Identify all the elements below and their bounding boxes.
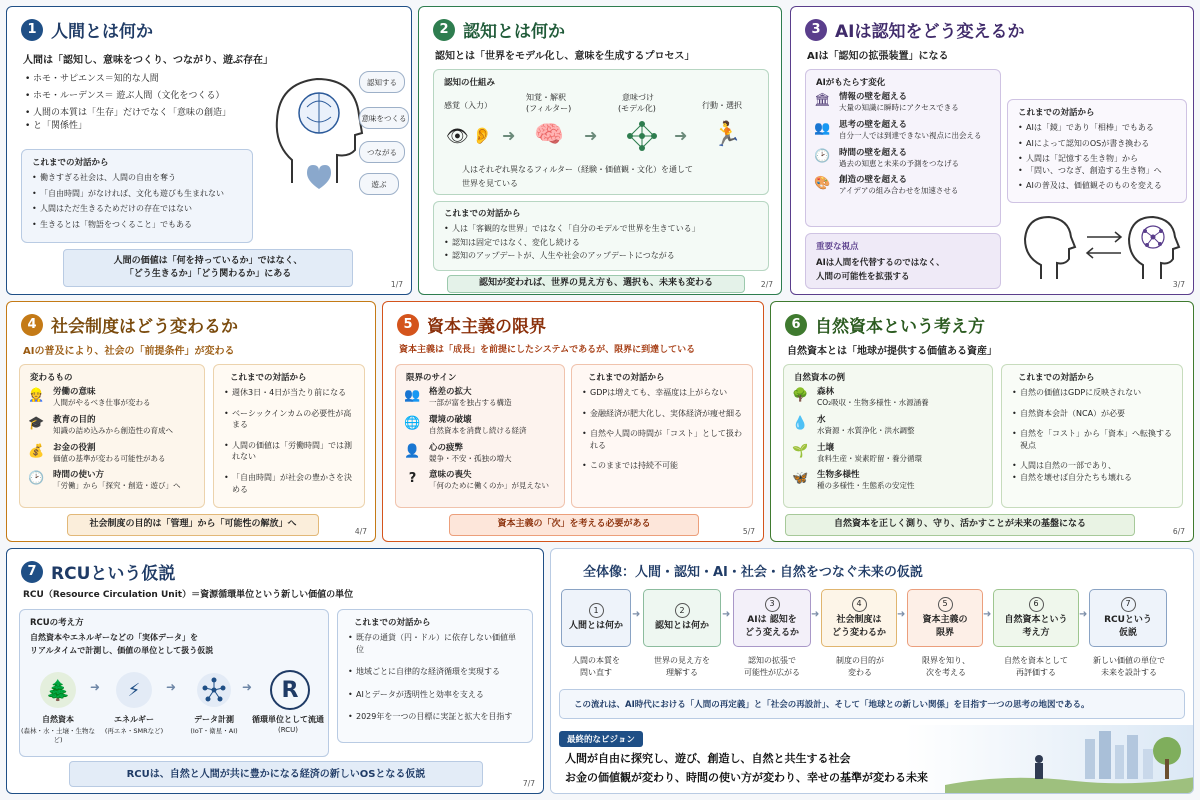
item-desc: アイデアの組み合わせを加速させる <box>839 186 959 196</box>
step-desc-line: 人間の本質を <box>572 656 620 665</box>
panel-rcu <box>6 548 544 794</box>
arrow-icon: ➜ <box>502 126 516 145</box>
item-desc: CO₂吸収・生物多様性・水源涵養 <box>817 398 929 408</box>
item-title: 環境の破壊 <box>429 414 472 425</box>
item-title: 森林 <box>817 387 835 397</box>
flow-label: エネルギー <box>114 715 154 724</box>
step-desc-line: 限界を知り、 <box>922 656 970 665</box>
panel-header <box>21 559 175 584</box>
step-label: 知覚・解釈 <box>526 93 566 102</box>
list-item <box>814 120 992 141</box>
arrow-icon: ➜ <box>166 680 177 694</box>
flow-sub: (RCU) <box>278 726 298 734</box>
money-bag-icon: 💰 <box>28 443 45 459</box>
footer-line: 「どう生きるか」「どう関わるか」にある <box>124 269 292 279</box>
vision-tag: 最終的なビジョン <box>559 731 643 747</box>
viewpoint-text: AIは人間を代替するのではなく、 <box>816 258 945 268</box>
list-item: • 認知のアップデートが、人生や社会のアップデートにつながる <box>444 250 758 262</box>
changes-box <box>805 69 1001 227</box>
step-number: 4 <box>852 597 867 612</box>
list-item: • 自然を「コスト」から「資本」へ転換する視点 <box>1012 428 1172 451</box>
step-desc-line: 新しい価値の単位で <box>1093 656 1165 665</box>
list-item: • 認知は固定ではなく、変化し続ける <box>444 237 758 249</box>
panel-subtitle: 資本主義は「成長」を前提にしたシステムであるが、限界に到達している <box>399 345 696 355</box>
viewpoint-text: 人間の可能性を拡張する <box>816 272 910 282</box>
step-title: 仮説 <box>1118 627 1137 638</box>
mechanism-note: 人はそれぞれ異なるフィルター（経験・価値観・文化）を通して <box>462 165 694 174</box>
step-title: 社会制度は <box>836 615 882 626</box>
item-desc: 過去の知恵と未来の予測をつなげる <box>839 158 959 168</box>
dialogue-box <box>21 149 253 243</box>
number-badge: 5 <box>397 314 419 336</box>
step-desc-line: 再評価する <box>1016 667 1056 677</box>
box-title: これまでの対話から <box>1018 108 1095 118</box>
list-item: • AIは「鏡」であり「相棒」でもある <box>1018 122 1176 134</box>
item-title: 時間の壁を超える <box>839 147 908 158</box>
tired-person-icon: 👤 <box>404 443 421 459</box>
item-title: 情報の壁を超える <box>839 92 908 102</box>
panel-header <box>805 17 1024 42</box>
inequality-icon: 👥 <box>404 388 421 403</box>
panel-social-systems <box>6 301 376 542</box>
footer-line: 人間の価値は「何を持っているか」ではなく、 <box>113 255 303 266</box>
step-desc-line: 理解する <box>666 667 698 677</box>
page-number: 7/7 <box>522 779 535 788</box>
viewpoint-box <box>805 233 1001 289</box>
box-title: これまでの対話から <box>588 373 665 383</box>
arrow-icon: ➜ <box>90 680 101 694</box>
step-label: 行動・選択 <box>702 101 742 110</box>
arrow-icon: ➜ <box>722 609 731 620</box>
panel-header <box>21 17 153 42</box>
item-desc: 大量の知識に瞬時にアクセスできる <box>839 103 959 113</box>
flow-label: 自然資本 <box>42 715 74 724</box>
list-item: • 「問い、つなぎ、創造する生き物」へ <box>1018 165 1176 177</box>
panel-header <box>433 17 565 42</box>
dialogue-box <box>1007 99 1187 203</box>
step-desc <box>643 655 721 678</box>
step-number: 1 <box>589 603 604 618</box>
arrow-icon: ➜ <box>983 609 992 620</box>
step-title: 認知とは何か <box>654 621 709 632</box>
box-title: これまでの対話から <box>354 618 431 628</box>
panel-footer: 社会制度の目的は「管理」から「可能性の解放」へ <box>67 514 319 536</box>
step-title: どう変えるか <box>744 627 799 638</box>
list-item: • 生きるとは「物語をつくること」でもある <box>32 219 242 231</box>
list-item: • 自然や人間の時間が「コスト」として扱われる <box>582 428 742 451</box>
step-title: 自然資本という <box>1004 615 1068 626</box>
step-label: 感覚（入力） <box>444 101 492 110</box>
page-number: 2/7 <box>760 280 773 289</box>
number-badge: 6 <box>785 314 807 336</box>
city-landscape-illustration-icon <box>945 725 1194 794</box>
list-item: • 既存の通貨（円・ドル）に依存しない価値単位 <box>348 632 522 655</box>
list-item <box>404 387 556 408</box>
bubble: つながる <box>359 141 405 163</box>
list-item: • 人は「客観的な世界」ではなく「自分のモデルで世界を生きている」 <box>444 223 758 235</box>
step-desc-line: 未来を設計する <box>1101 667 1157 677</box>
tree-icon: 🌳 <box>792 388 809 403</box>
item-title: 心の疲弊 <box>429 442 464 453</box>
panel-title: 自然資本という考え方 <box>815 317 985 337</box>
list-item <box>792 470 984 491</box>
list-item <box>792 415 984 436</box>
flow-sub: (森林・水・土壌・生物など) <box>20 727 96 744</box>
step-desc <box>733 655 811 678</box>
item-desc: 知識の詰め込みから創造性の育成へ <box>53 425 173 435</box>
network-icon <box>624 118 660 154</box>
item-desc: 「何のために働くのか」が見えない <box>429 481 549 491</box>
list-item: • 自然を壊せば自分たちも壊れる <box>1012 472 1172 484</box>
panel-header <box>785 312 985 337</box>
box-title: 重要な視点 <box>816 242 859 252</box>
registered-r-icon: R <box>270 670 310 710</box>
list-item <box>28 470 196 491</box>
human-ai-illustration-icon <box>1011 207 1187 287</box>
list-item: • 「自由時間」がなければ、文化も遊びも生まれない <box>32 188 242 200</box>
list-item: • 自然資本会計（NCA）が必要 <box>1012 408 1172 420</box>
bubble: 意味をつくる <box>359 107 409 129</box>
arrow-icon: ➜ <box>242 680 253 694</box>
box-title: これまでの対話から <box>32 158 109 168</box>
step-desc <box>1087 655 1171 678</box>
step-desc-line: 制度の目的が <box>836 656 884 665</box>
box-title: 限界のサイン <box>406 373 457 383</box>
list-item: • 人間の本質は「生存」だけでなく「意味の創造」 <box>25 107 280 120</box>
item-title: お金の役割 <box>53 442 96 453</box>
examples-box <box>783 364 993 508</box>
item-desc: 種の多様性・生態系の安定性 <box>817 481 915 491</box>
arrow-icon: ➜ <box>811 609 820 620</box>
step-number: 2 <box>675 603 690 618</box>
step-desc-line: 自然を資本として <box>1004 656 1068 665</box>
step-title: どう変わるか <box>831 627 886 638</box>
flow-step-7 <box>1089 589 1167 647</box>
arrow-icon: ➜ <box>674 126 688 145</box>
clock-icon: 🕑 <box>814 148 831 164</box>
number-badge: 1 <box>21 19 43 41</box>
summary-box: この流れは、AI時代における「人間の再定義」と「社会の再設計」、そして「地球との新しい関係」を目指す一つの思考の地図である。 <box>559 689 1185 719</box>
arrow-icon: ➜ <box>632 609 641 620</box>
vision-line: 人間が自由に探究し、遊び、創造し、自然と共生する社会 <box>565 752 851 765</box>
panel-title: RCUという仮説 <box>51 564 176 584</box>
box-title: RCUの考え方 <box>30 618 84 628</box>
flow-label: データ計測 <box>194 715 234 724</box>
changes-box <box>19 364 205 508</box>
number-badge: 7 <box>21 561 43 583</box>
step-title: 資本主義の <box>922 615 968 626</box>
item-title: 格差の拡大 <box>429 387 472 397</box>
list-item: • 2029年を一つの目標に実証と拡大を目指す <box>348 711 522 723</box>
list-item: • ホモ・ルーデンス＝ 遊ぶ人間（文化をつくる） <box>25 90 280 103</box>
number-badge: 4 <box>21 314 43 336</box>
bubble: 遊ぶ <box>359 173 399 195</box>
list-item: • AIの普及は、価値観そのものを変える <box>1018 180 1176 192</box>
flow-step-4 <box>821 589 897 647</box>
panel-title: 社会制度はどう変わるか <box>51 317 238 337</box>
panel-subtitle: RCU（Resource Circulation Unit）＝資源循環単位という新しい価値の単位 <box>23 590 354 600</box>
item-desc: 自分一人では到達できない視点に出会える <box>839 130 982 140</box>
graduation-icon: 🎓 <box>28 415 45 431</box>
box-title: AIがもたらす変化 <box>816 78 886 88</box>
signs-box <box>395 364 565 508</box>
list-item <box>28 443 196 464</box>
list-item <box>404 415 556 436</box>
panel-subtitle: AIは「認知の拡張装置」になる <box>807 51 949 62</box>
panel-humans <box>6 6 412 295</box>
list-item <box>404 443 556 464</box>
dialogue-box <box>337 609 533 743</box>
lightning-icon: ⚡ <box>116 672 152 708</box>
page-number: 1/7 <box>390 280 403 289</box>
step-desc-line: 認知の拡張で <box>748 656 796 665</box>
list-item: • 働きすぎる社会は、人間の自由を奪う <box>32 172 242 184</box>
mechanism-box <box>433 69 769 195</box>
item-desc: 自然資本を消費し続ける経済 <box>429 425 527 435</box>
globe-icon: 🌐 <box>404 415 421 431</box>
item-title: 水 <box>817 414 826 425</box>
list-item: • GDPは増えても、幸福度は上がらない <box>582 387 742 399</box>
list-item <box>28 387 196 408</box>
arrow-icon: ➜ <box>584 126 598 145</box>
number-badge: 3 <box>805 19 827 41</box>
concept-desc: 自然資本やエネルギーなどの「実体データ」を <box>30 633 198 642</box>
panel-capitalism <box>382 301 764 542</box>
step-title: AIは 認知を <box>747 615 797 626</box>
list-item: • 地域ごとに自律的な経済循環を実現する <box>348 666 522 678</box>
bullet-list <box>25 73 280 137</box>
panel-overview <box>550 548 1194 794</box>
flow-step-2 <box>643 589 721 647</box>
list-item: • ベーシックインカムの必要性が高まる <box>224 408 354 431</box>
item-desc: 「労働」から「探究・創造・遊び」へ <box>53 481 181 491</box>
panel-title: 認知とは何か <box>463 22 565 42</box>
dialogue-box <box>433 201 769 271</box>
list-item: • AIによって認知のOSが書き換わる <box>1018 138 1176 150</box>
list-item: • このままでは持続不可能 <box>582 460 742 472</box>
tree-icon: 🌲 <box>40 672 76 708</box>
step-desc <box>997 655 1075 678</box>
panel-footer <box>63 249 353 287</box>
item-title: 時間の使い方 <box>53 470 105 481</box>
item-desc: 水資源・水質浄化・洪水調整 <box>817 425 915 435</box>
step-number: 3 <box>765 597 780 612</box>
flow-step-3 <box>733 589 811 647</box>
panel-subtitle: AIの普及により、社会の「前提条件」が変わる <box>23 346 235 357</box>
list-item <box>814 148 992 169</box>
item-title: 生物多様性 <box>817 470 860 481</box>
panel-ai <box>790 6 1194 295</box>
panel-footer: RCUは、自然と人間が共に豊かになる経済の新しいOSとなる仮説 <box>69 761 483 787</box>
list-item: • AIとデータが透明性と効率を支える <box>348 689 522 701</box>
list-item <box>792 443 984 464</box>
list-item <box>792 387 984 408</box>
step-label: (モデル化) <box>618 104 656 113</box>
flow-step-1 <box>561 589 631 647</box>
step-number: 7 <box>1121 597 1136 612</box>
palette-icon: 🎨 <box>814 176 831 192</box>
brain-icon: 🧠 <box>534 120 564 148</box>
step-number: 6 <box>1029 597 1044 612</box>
panel-header <box>21 312 238 337</box>
vision-line: お金の価値観が変わり、時間の使い方が変わり、幸せの基準が変わる未来 <box>565 771 928 784</box>
panel-footer: 資本主義の「次」を考える必要がある <box>449 514 699 536</box>
panel-subtitle: 自然資本とは「地球が提供する価値ある資産」 <box>787 346 997 357</box>
step-desc-line: 問い直す <box>580 667 612 677</box>
concept-desc: リアルタイムで計測し、価値の単位として扱う仮説 <box>30 646 214 655</box>
box-title: 自然資本の例 <box>794 373 846 383</box>
item-title: 意味の喪失 <box>429 470 472 481</box>
clock-icon: 🕑 <box>28 471 45 487</box>
butterfly-icon: 🦋 <box>792 471 809 487</box>
step-desc <box>557 655 635 678</box>
list-item: • 「自由時間」が社会の豊かさを決める <box>224 472 354 495</box>
panel-subtitle: 人間は「認知し、意味をつくり、つながり、遊ぶ存在」 <box>23 55 273 66</box>
building-icon: 🏛 <box>814 93 831 108</box>
panel-natural-capital <box>770 301 1194 542</box>
item-title: 土壌 <box>817 442 835 453</box>
page-number: 3/7 <box>1172 280 1185 289</box>
step-desc-line: 可能性が広がる <box>744 667 800 677</box>
panel-title: 人間とは何か <box>51 22 153 42</box>
step-title: 限界 <box>935 627 954 638</box>
item-desc: 競争・不安・孤独の増大 <box>429 453 512 463</box>
panel-footer: 認知が変われば、世界の見え方も、選択も、未来も変わる <box>447 275 745 293</box>
box-title: これまでの対話から <box>1018 373 1095 383</box>
water-drop-icon: 💧 <box>792 415 809 431</box>
overview-title: 全体像：人間・認知・AI・社会・自然をつなぐ未来の仮説 <box>583 565 923 580</box>
sprout-icon: 🌱 <box>792 443 809 459</box>
dialogue-box <box>1001 364 1183 508</box>
box-title: これまでの対話から <box>444 209 521 219</box>
list-item: • と「関係性」 <box>25 120 280 133</box>
arrow-icon: ➜ <box>897 609 906 620</box>
page-number: 6/7 <box>1172 527 1185 536</box>
panel-subtitle: 認知とは「世界をモデル化し、意味を生成するプロセス」 <box>435 51 695 62</box>
list-item: • ホモ・サピエンス＝知的な人間 <box>25 73 280 86</box>
list-item <box>814 175 992 196</box>
concept-box <box>19 609 329 757</box>
box-title: 認知の仕組み <box>444 78 496 88</box>
list-item: • 自然の価値はGDPに反映されない <box>1012 387 1172 399</box>
arrow-icon: ➜ <box>1079 609 1088 620</box>
flow-step-6 <box>993 589 1079 647</box>
network-icon <box>196 672 232 708</box>
number-badge: 2 <box>433 19 455 41</box>
item-title: 労働の意味 <box>53 387 96 397</box>
ear-icon: 👂 <box>472 126 492 145</box>
list-item: • 人間は自然の一部であり、 <box>1012 460 1172 472</box>
item-desc: 人間がやるべき仕事が変わる <box>53 398 151 408</box>
list-item: • 金融経済が肥大化し、実体経済が痩せ細る <box>582 408 742 420</box>
worker-icon: 👷 <box>28 388 45 403</box>
eye-icon: 👁 <box>446 126 469 147</box>
panel-title: 資本主義の限界 <box>427 317 546 337</box>
item-desc: 食料生産・炭素貯留・養分循環 <box>817 453 922 463</box>
step-desc <box>907 655 985 678</box>
list-item <box>404 470 556 491</box>
item-title: 教育の目的 <box>53 414 96 425</box>
item-title: 思考の壁を超える <box>839 119 908 130</box>
box-title: これまでの対話から <box>230 373 307 383</box>
step-title: 考え方 <box>1022 627 1050 638</box>
step-desc <box>821 655 899 678</box>
step-desc-line: 変わる <box>848 667 872 677</box>
panel-title: AIは認知をどう変えるか <box>835 22 1025 42</box>
flow-label: 循環単位として流通 <box>252 715 324 724</box>
step-title: 人間とは何か <box>568 621 623 632</box>
step-title: RCUという <box>1104 615 1152 626</box>
question-mark-icon: ? <box>408 471 417 487</box>
item-desc: 一部が富を独占する構造 <box>429 398 512 408</box>
box-title: 変わるもの <box>30 373 73 383</box>
panel-header <box>397 312 546 337</box>
item-title: 創造の壁を超える <box>839 175 908 186</box>
bubble: 認知する <box>359 71 405 93</box>
step-desc-line: 世界の見え方を <box>654 656 710 665</box>
flow-sub: (再エネ・SMRなど) <box>104 727 164 735</box>
step-label: 意味づけ <box>622 93 654 102</box>
page-number: 5/7 <box>742 527 755 536</box>
list-item: • 人間の価値は「労働時間」では測れない <box>224 440 354 463</box>
page-number: 4/7 <box>354 527 367 536</box>
list-item: • 人間はただ生きるためだけの存在ではない <box>32 203 242 215</box>
list-item: • 人間は「記憶する生き物」から <box>1018 153 1176 165</box>
people-icon: 👥 <box>814 120 831 136</box>
step-desc-line: 次を考える <box>926 667 966 677</box>
mechanism-note: 世界を見ている <box>462 179 518 188</box>
dialogue-box <box>213 364 365 508</box>
flow-sub: (IoT・衛星・AI) <box>190 727 238 735</box>
step-label: (フィルター) <box>526 104 572 113</box>
panel-footer: 自然資本を正しく測り、守り、活かすことが未来の基盤になる <box>785 514 1135 536</box>
flow-step-5 <box>907 589 983 647</box>
list-item: • 週休3日・4日が当たり前になる <box>224 387 354 399</box>
runner-icon: 🏃 <box>712 120 742 148</box>
dialogue-box <box>571 364 753 508</box>
item-desc: 価値の基準が変わる可能性がある <box>53 453 166 463</box>
panel-cognition <box>418 6 782 295</box>
list-item <box>28 415 196 436</box>
step-number: 5 <box>938 597 953 612</box>
list-item <box>814 92 992 113</box>
